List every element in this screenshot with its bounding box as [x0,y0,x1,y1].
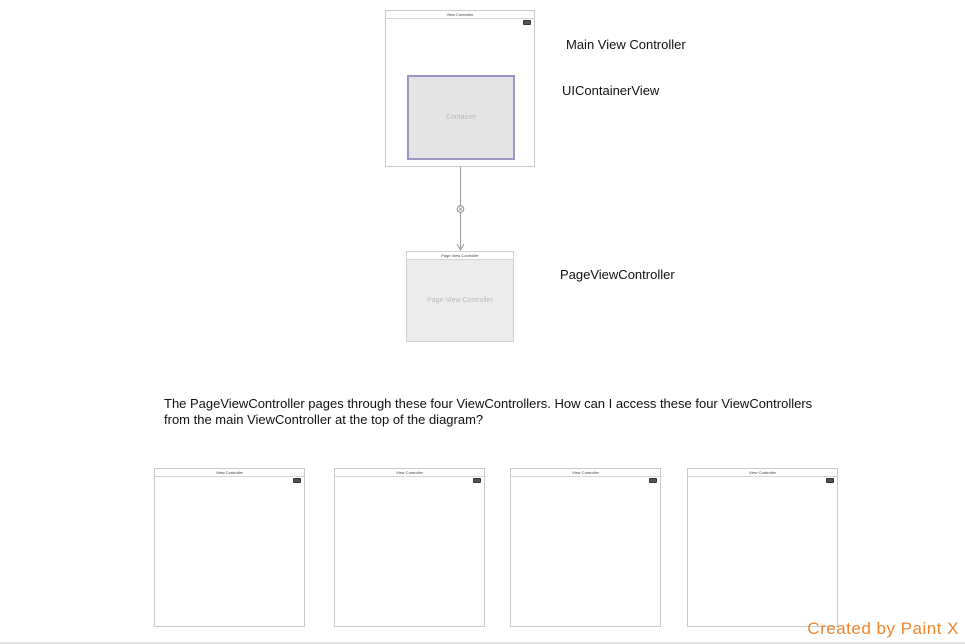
child-view-controller-4[interactable] [687,468,838,627]
page-vc-title: Page View Controller [407,252,513,260]
annotation-main-vc: Main View Controller [566,37,686,52]
child-view-controller-1[interactable] [154,468,305,627]
main-vc-title: View Controller [386,11,534,19]
main-view-controller[interactable] [385,10,535,167]
child-view-controller-2[interactable] [334,468,485,627]
battery-icon [473,478,481,483]
watermark: Created by Paint X [807,619,959,638]
container-label: Container [445,114,477,121]
page-view-controller[interactable] [406,251,514,342]
battery-icon [293,478,301,483]
battery-icon [649,478,657,483]
container-view[interactable] [407,75,515,160]
battery-icon [523,20,531,25]
child-view-controller-3[interactable] [510,468,661,627]
question-text: The PageViewController pages through these four ViewControllers. How can I access these four ViewControllers from the main ViewController at the top of the diagram? [164,396,813,427]
embed-segue[interactable] [450,167,472,253]
annotation-container-view: UIContainerView [562,83,660,98]
child-vc-title: View Controller [155,469,304,477]
child-vc-title: View Controller [511,469,660,477]
page-vc-label: Page View Controller [427,297,493,304]
child-vc-title: View Controller [688,469,837,477]
child-vc-title: View Controller [335,469,484,477]
annotation-page-vc: PageViewController [560,267,675,282]
battery-icon [826,478,834,483]
